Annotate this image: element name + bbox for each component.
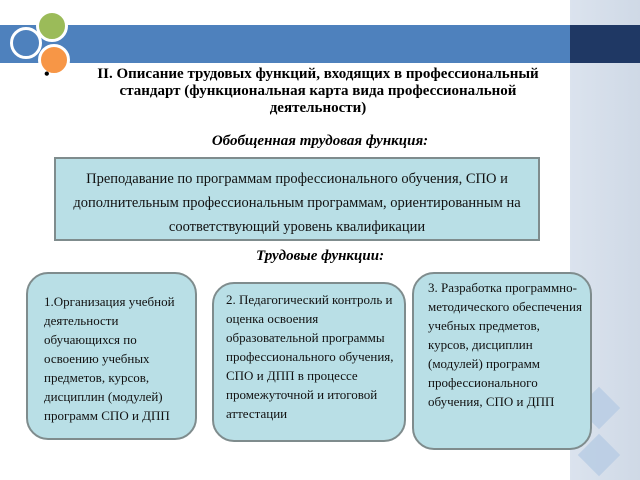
blue-hexagon-icon (10, 27, 42, 59)
labor-function-card-1: 1.Организация учебной деятельности обучающихся по освоению учебных предметов, курсов, дисциплин (модулей) программ СПО и ДПП (26, 272, 197, 440)
title-bar (0, 25, 600, 63)
title-bar-accent (570, 25, 640, 63)
labor-function-card-3: 3. Разработка программно-методического обеспечения учебных предметов, курсов, дисциплин (модулей) программ профессионального обучения, СПО и ДПП (412, 272, 592, 450)
generalized-function-box: Преподавание по программам профессионального обучения, СПО и дополнительным профессиональным программам, ориентированным на соответствующий уровень квалификации (54, 157, 540, 241)
labor-function-card-2: 2. Педагогический контроль и оценка освоения образовательной программы профессионального обучения, СПО и ДПП в процессе промежуточной и итоговой аттестации (212, 282, 406, 442)
slide-heading (46, 66, 566, 117)
slide-heading-text: II. Описание трудовых функций, входящих в профессиональный стандарт (функциональная карта вида профессиональной деятельности) (97, 66, 539, 116)
generalized-function-label: Обобщенная трудовая функция: (211, 133, 429, 149)
bullet-icon: • (44, 66, 50, 83)
labor-functions-label: Трудовые функции: (255, 248, 385, 264)
